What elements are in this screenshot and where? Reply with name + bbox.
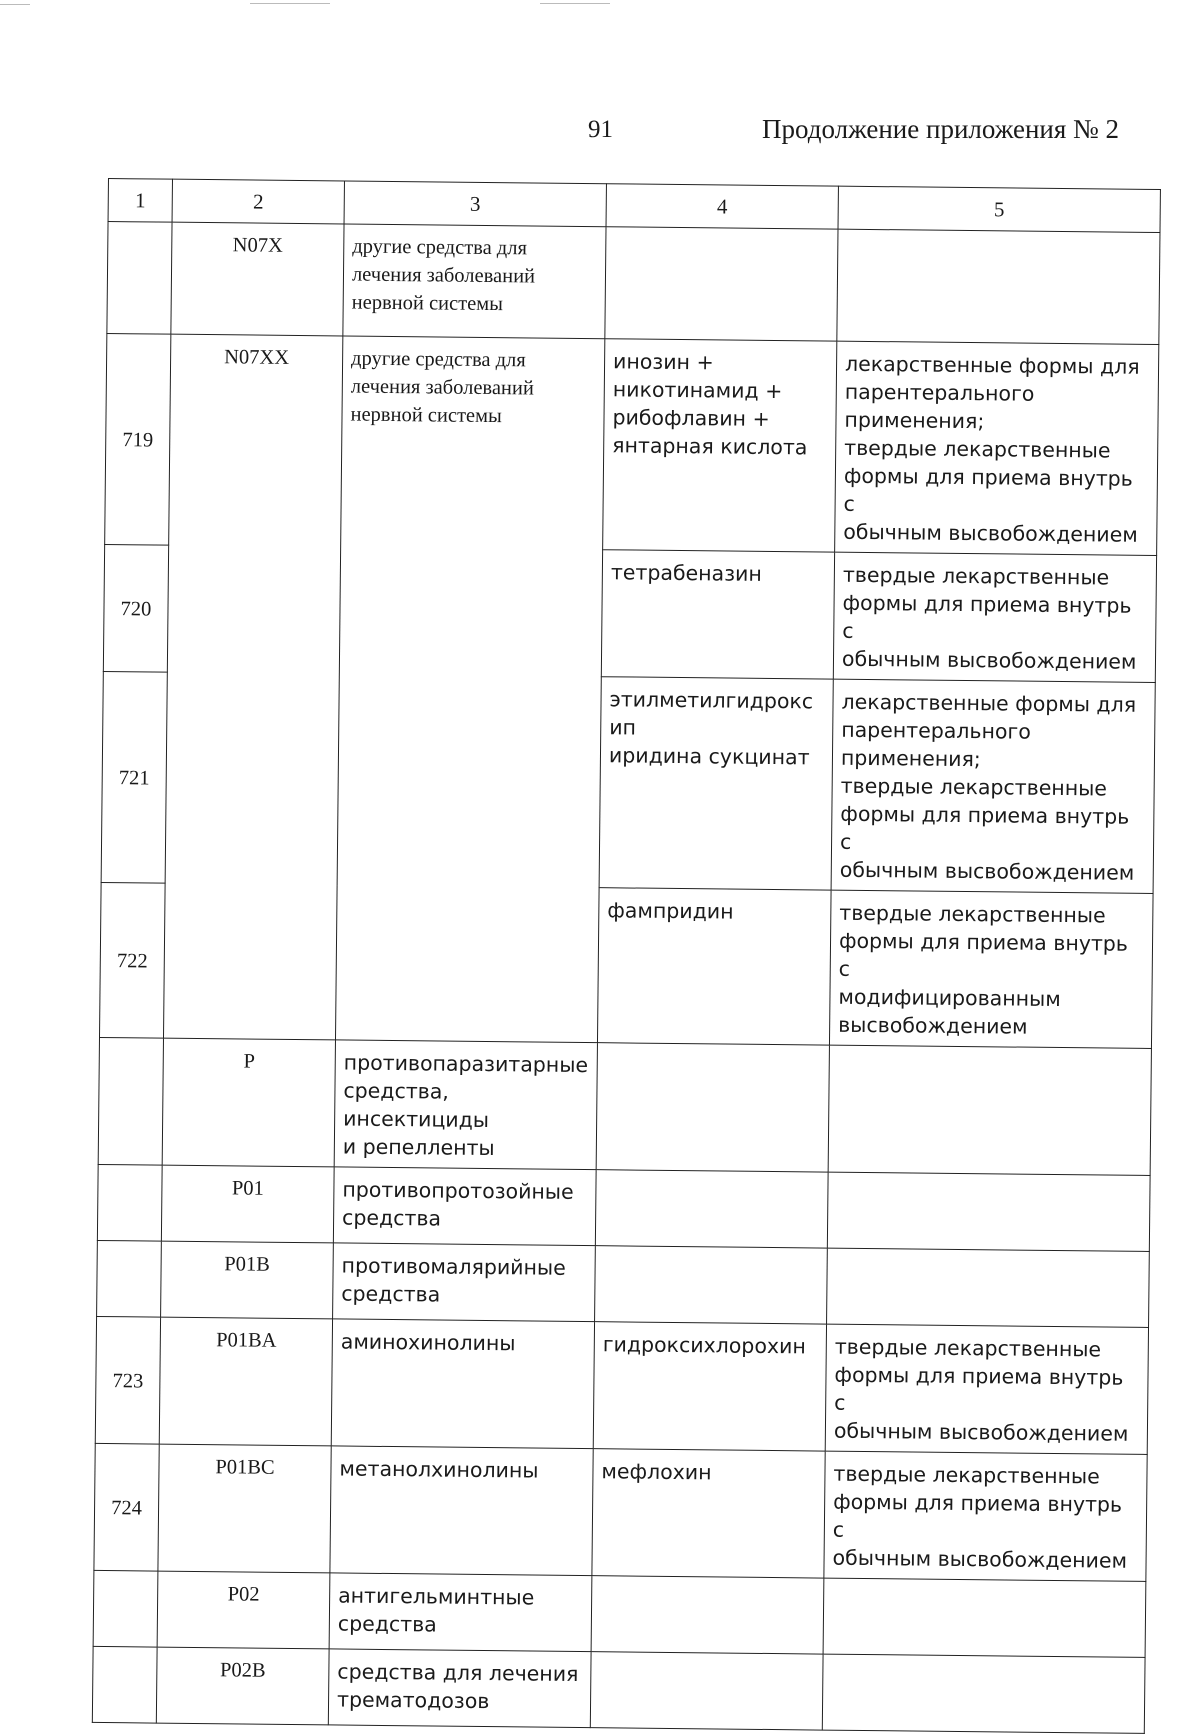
column-header: 5	[838, 186, 1160, 232]
column-header: 4	[606, 184, 838, 229]
scan-artifact	[540, 3, 610, 4]
dosage-form: твердые лекарственные формы для приема внутрь с модифицированным высвобождением	[829, 890, 1153, 1048]
group-name: метанолхинолины	[330, 1446, 593, 1576]
atc-code: P01BC	[158, 1444, 331, 1573]
table-row	[94, 1443, 1147, 1581]
drug-name: этилметилгидроксип иридина сукцинат	[599, 677, 833, 890]
drug-name	[595, 1246, 828, 1324]
row-number: 720	[103, 544, 168, 672]
atc-code: P02	[157, 1571, 330, 1649]
drug-name	[591, 1576, 824, 1654]
drug-name: тетрабеназин	[601, 550, 834, 679]
atc-code: P01	[161, 1165, 334, 1243]
row-number: 719	[105, 333, 171, 545]
appendix-caption: Продолжение приложения № 2	[762, 114, 1120, 144]
medicines-table	[92, 178, 1161, 1734]
atc-code: P02B	[156, 1647, 329, 1725]
dosage-form: лекарственные формы для парентерального применения; твердые лекарственные формы для приема внутрь с обычным высвобождением	[835, 341, 1159, 555]
dosage-form	[837, 229, 1160, 344]
atc-code: P01BA	[159, 1317, 332, 1446]
drug-name: инозин + никотинамид + рибофлавин + янтарная кислота	[603, 339, 837, 552]
dosage-form: твердые лекарственные формы для приема внутрь с обычным высвобождением	[825, 1324, 1148, 1454]
row-number	[92, 1646, 157, 1723]
page-number: 91	[588, 116, 613, 143]
dosage-form: твердые лекарственные формы для приема внутрь с обычным высвобождением	[833, 552, 1156, 682]
atc-code: P	[162, 1038, 335, 1167]
drug-name	[590, 1652, 823, 1730]
table-row	[95, 1316, 1148, 1454]
table-row	[92, 1646, 1145, 1733]
group-name: противопротозойные средства	[333, 1167, 596, 1246]
group-name: средства для лечения трематодозов	[328, 1649, 591, 1728]
drug-name	[596, 1043, 829, 1172]
drug-name: мефлохин	[592, 1449, 825, 1578]
table-row	[107, 222, 1160, 345]
column-header: 2	[172, 179, 344, 224]
group-name: противопаразитарные средства, инсектициды и репелленты	[334, 1040, 597, 1170]
atc-code: P01B	[161, 1241, 334, 1319]
group-name: другие средства для лечения заболеваний нервной системы	[335, 336, 604, 1043]
dosage-form: лекарственные формы для парентерального применения; твердые лекарственные формы для приема внутрь с обычным высвобождением	[831, 679, 1155, 893]
row-number	[97, 1240, 162, 1317]
row-number: 722	[99, 882, 165, 1038]
table-row	[98, 1037, 1151, 1175]
dosage-form: твердые лекарственные формы для приема внутрь с обычным высвобождением	[824, 1451, 1147, 1581]
table-row	[93, 1570, 1146, 1657]
group-name: другие средства для лечения заболеваний нервной системы	[343, 224, 606, 339]
dosage-form	[823, 1578, 1146, 1657]
dosage-form	[827, 1248, 1150, 1327]
dosage-form	[828, 1045, 1151, 1175]
drug-name: гидроксихлорохин	[593, 1322, 826, 1451]
dosage-form	[822, 1654, 1145, 1733]
row-number: 724	[94, 1443, 159, 1571]
row-number	[107, 222, 172, 335]
table-row	[97, 1164, 1150, 1251]
drug-name	[595, 1170, 828, 1248]
atc-code: N07X	[171, 222, 344, 336]
group-name: аминохинолины	[331, 1319, 594, 1449]
drug-name: фампридин	[597, 888, 831, 1045]
column-header: 3	[344, 181, 606, 227]
table-row	[97, 1240, 1150, 1327]
table-row	[105, 333, 1159, 555]
group-name: антигельминтные средства	[329, 1573, 592, 1652]
scan-artifact	[0, 4, 30, 5]
row-number: 723	[95, 1316, 160, 1444]
scan-artifact	[250, 3, 330, 4]
row-number	[93, 1570, 158, 1647]
row-number: 721	[101, 671, 167, 883]
atc-code: N07XX	[163, 334, 342, 1040]
row-number	[97, 1164, 162, 1241]
column-header: 1	[108, 179, 172, 223]
drug-name	[605, 227, 838, 341]
row-number	[98, 1037, 163, 1165]
group-name: противомалярийные средства	[333, 1243, 596, 1322]
dosage-form	[827, 1172, 1150, 1251]
